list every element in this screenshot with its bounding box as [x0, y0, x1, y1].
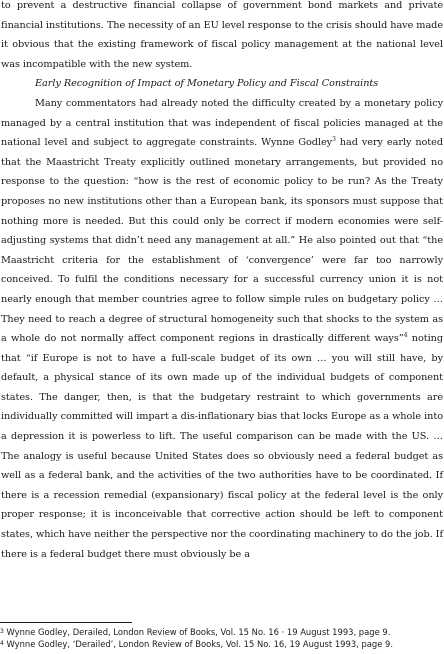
footnote-text: Wynne Godley, ‘Derailed’, London Review of Books, Vol. 15 No. 16, 19 August 1993, page 9. — [6, 639, 394, 650]
paragraph-main-part1: Many commentators had already noted the difficulty created by a monetary policy managed by a central institution that was independent of fiscal policies managed at the national level and subject to aggregate constraints. Wynne Godley — [1, 97, 443, 149]
footnote-ref-4[interactable]: 4 — [403, 332, 408, 340]
footnote-number: 4 — [0, 640, 4, 648]
section-heading: Early Recognition of Impact of Monetary Policy and Fiscal Constraints — [35, 78, 379, 90]
footnote-4 — [0, 638, 444, 650]
paragraph-main-part2: had very early noted that the Maastricht Treaty explicitly outlined monetary arrangements, but provided no response to the question: “how is the rest of economic policy to be run? As the Treaty proposes no new institutions other than a European bank, its sponsors must suppose that nothing more is needed. But this could only be correct if modern economies were self-adjusting systems that didn’t need any management at all.” He also pointed out that “the Maastricht criteria for the establishment of ‘convergence’ were far too narrowly conceived. To fulfil the conditions necessary for a successful currency union it is not nearly enough that member countries agree to follow simple rules on budgetary policy … They need to reach a degree of structural homogeneity such that shocks to the system as a whole do not normally affect component regions in drastically different ways” — [1, 137, 443, 345]
paragraph-main — [1, 94, 443, 564]
footnote-number: 3 — [0, 628, 4, 635]
paragraph-main-part3: noting that “if Europe is not to have a full-scale budget of its own … you will still have, by default, a physical stance of its own made up of the individual budgets of component states. The danger, then, is that the budgetary restraint to which governments are individually committed will impart a dis-inflationary bias that locks Europe as a whole into a depression it is powerless to lift. The useful comparison can be made with the US. … The analogy is useful because United States does so obviously need a federal budget as well as a federal bank, and the activities of the two authorities have to be coordinated. If there is a recession remedial (expansionary) fiscal policy at the federal level is the only proper response; it is inconceivable that corrective action should be left to component states, which have neither the perspective nor the coordinating machinery to do the job. If there is a federal budget there must obviously be a — [1, 333, 443, 560]
footnote-divider — [0, 622, 132, 623]
body-text — [1, 0, 443, 564]
footnote-3 — [0, 626, 444, 638]
footnote-text: Wynne Godley, Derailed, London Review of Books, Vol. 15 No. 16 · 19 August 1993, page 9. — [6, 627, 391, 637]
footnotes — [0, 626, 444, 651]
paragraph-continued: to prevent a destructive financial collapse of government bond markets and private financial institutions. The necessity of an EU level response to the crisis should have made it obvious that the existing framework of fiscal policy management at the national level was incompatible with the new system. — [1, 0, 443, 70]
footnote-ref-3[interactable]: 3 — [332, 136, 336, 144]
